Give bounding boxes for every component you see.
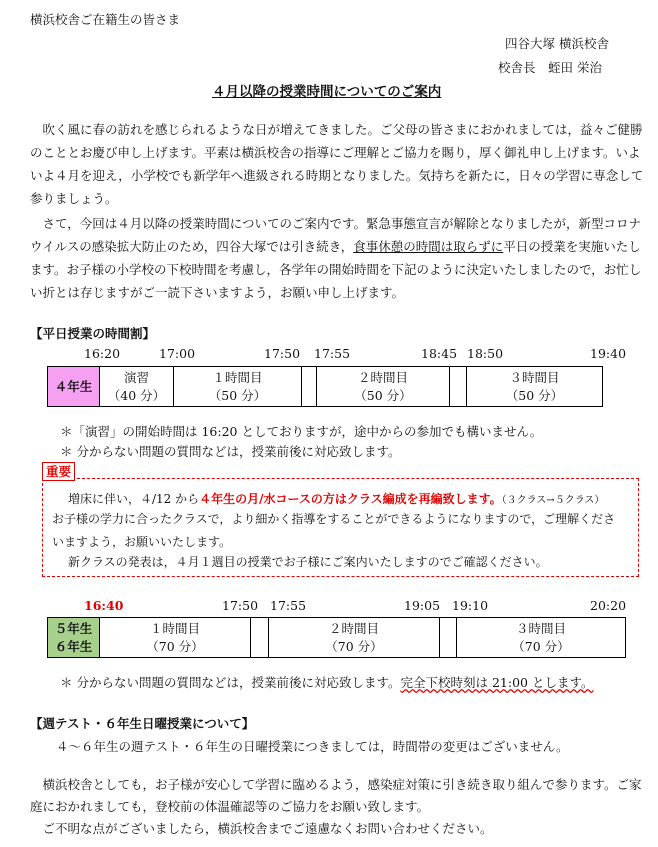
- timetable-cell: ２時間目 （50 分）: [317, 367, 450, 407]
- time-label: 19:40: [590, 346, 627, 361]
- timetable-cell: １時間目 （70 分）: [100, 618, 251, 658]
- grade4-note: ＊ 分からない問題の質問などは，授業前後に対応致します。: [60, 444, 401, 459]
- important-line-1: 増床に伴い，４/12 から４年生の月/水コースの方はクラス編成を再編致します。（３クラス→５クラス）: [68, 492, 605, 506]
- weekly-test-text: ４～６年生の週テスト・６年生の日曜授業につきましては，時間帯の変更はございません。: [56, 739, 569, 754]
- underlined-phrase: 食事休憩の時間は取らずに: [353, 239, 504, 254]
- time-label: 16:40: [84, 598, 124, 613]
- break-cell: [251, 618, 269, 658]
- addressee: 横浜校舎ご在籍生の皆さま: [30, 12, 181, 27]
- time-label: 17:00: [159, 346, 196, 361]
- time-label: 20:20: [590, 598, 627, 613]
- timetable-cell: ３時間目 （70 分）: [457, 618, 626, 658]
- time-label: 17:50: [222, 598, 259, 613]
- closing-paragraph-1: 横浜校舎としても，お子様が安心して学習に臨めるよう，感染症対策に引き続き取り組んで参ります。ご家庭におかれましても，登校前の体温確認等のご協力をお願い致します。: [30, 777, 642, 814]
- weekly-test-heading: 【週テスト・６年生日曜授業について】: [30, 716, 255, 731]
- time-label: 17:55: [314, 346, 351, 361]
- sender-name: 校舎長 蛭田 栄治: [498, 60, 602, 75]
- break-cell: [450, 367, 467, 407]
- important-label: 重要: [42, 462, 75, 481]
- intro-paragraph-1: 吹く風に春の訪れを感じられるような日が増えてきました。ご父母の皆さまにおかれましては，益々ご健勝のこととお慶び申し上げます。平素は横浜校舎の指導にご理解とご協力を賜り，厚く御礼申し上げます。いよいよ４月を迎え，小学校でも新学年へ進級される時期となりました。気持ちを新たに，日々の学習に専念して参りましょう。: [30, 122, 644, 206]
- timetable-cell: 演習 （40 分）: [100, 367, 174, 407]
- time-label: 17:55: [270, 598, 307, 613]
- time-label: 17:50: [264, 346, 301, 361]
- timetable-cell: １時間目 （50 分）: [174, 367, 302, 407]
- grade4-timetable: [47, 366, 603, 407]
- grade56-timetable: [47, 617, 626, 658]
- timetable-cell: ２時間目 （70 分）: [269, 618, 440, 658]
- break-cell: [440, 618, 457, 658]
- grade56-label: ５年生 ６年生: [48, 618, 100, 658]
- break-cell: [302, 367, 317, 407]
- grade4-label: ４年生: [48, 367, 100, 407]
- timetable-cell: ３時間目 （50 分）: [467, 367, 603, 407]
- closing-paragraph-2: ご不明な点がございましたら，横浜校舎までご遠慮なくお問い合わせください。: [42, 821, 493, 836]
- time-label: 19:05: [404, 598, 441, 613]
- page-title: ４月以降の授業時間についてのご案内: [212, 84, 442, 100]
- important-line-2: お子様の学力に合ったクラスで，より細かく指導をすることができるようになりますので，ご理解くださいますよう，お願いいたします。: [52, 512, 616, 549]
- time-label: 19:10: [452, 598, 489, 613]
- grade4-note: ＊「演習」の開始時間は 16:20 としておりますが，途中からの参加でも構いません。: [60, 424, 543, 439]
- grade56-note: ＊ 分からない問題の質問などは，授業前後に対応致します。完全下校時刻は 21:00 とします。: [60, 675, 594, 690]
- weekday-schedule-heading: 【平日授業の時間割】: [30, 326, 156, 341]
- time-label: 16:20: [84, 346, 121, 361]
- time-label: 18:50: [467, 346, 504, 361]
- organization-name: 四谷大塚 横浜校舎: [505, 36, 609, 51]
- final-dismissal-note: 完全下校時刻は 21:00 とします。: [400, 675, 594, 690]
- time-label: 18:45: [421, 346, 458, 361]
- important-line-3: 新クラスの発表は，４月１週目の授業でお子様にご案内いたしますのでご確認ください。: [68, 555, 548, 569]
- intro-paragraph-2: さて，今回は４月以降の授業時間についてのご案内です。緊急事態宣言が解除となりましたが，新型コロナウイルスの感染拡大防止のため，四谷大塚では引き続き，食事休憩の時間は取らずに平日の授業を実施いたします。お子様の小学校の下校時間を考慮し，各学年の開始時間を下記のように決定いたしましたので，お忙しい折とは存じますがご一読下さいますよう，お願い申し上げます。: [30, 216, 642, 300]
